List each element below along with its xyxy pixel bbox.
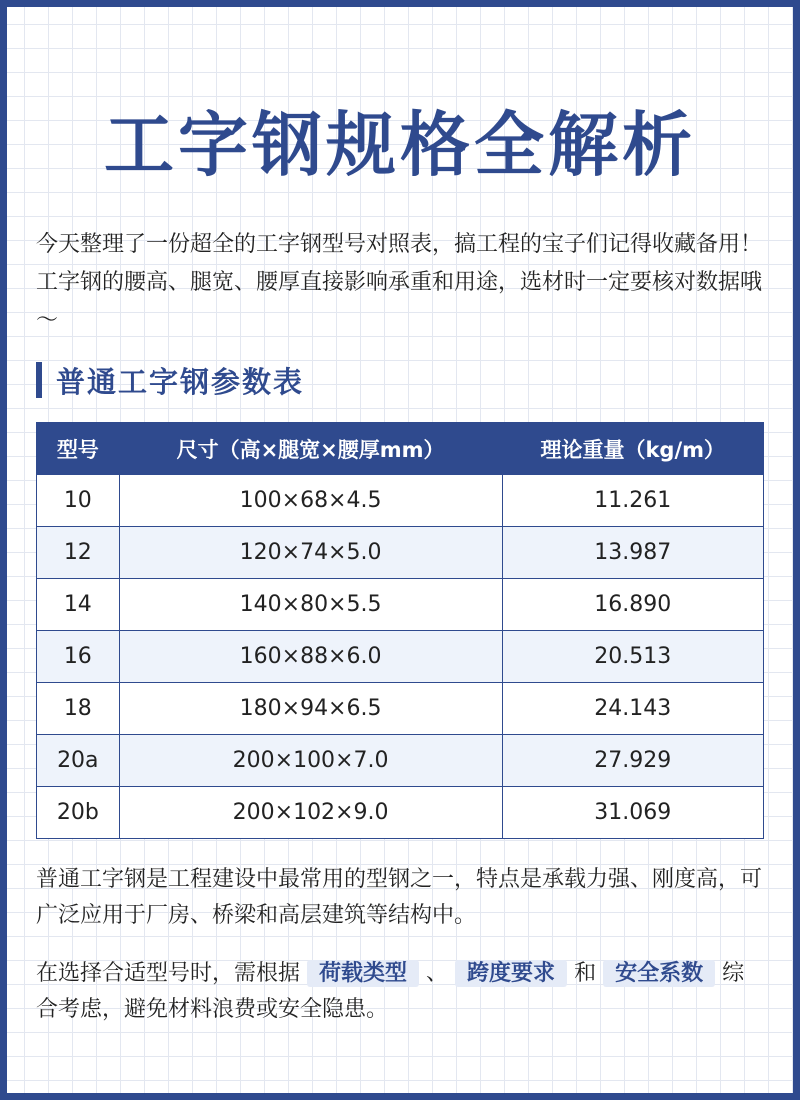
table-row	[37, 735, 764, 787]
cell-weight: 13.987	[502, 527, 764, 579]
page-title: 工字钢规格全解析	[104, 104, 696, 186]
cell-size: 120×74×5.0	[119, 527, 502, 579]
section-heading-text: 普通工字钢参数表	[56, 364, 305, 399]
cell-size: 140×80×5.5	[119, 579, 502, 631]
cell-weight: 16.890	[502, 579, 764, 631]
cell-model: 10	[37, 475, 120, 527]
cell-size: 160×88×6.0	[119, 631, 502, 683]
selection-suffix: 综合考虑，避免材料浪费或安全隐患。	[36, 961, 745, 1022]
selection-prefix: 在选择合适型号时，需根据	[36, 961, 301, 986]
cell-weight: 20.513	[502, 631, 764, 683]
spec-table	[36, 422, 764, 839]
table-row	[37, 787, 764, 839]
separator-and: 和	[574, 961, 597, 986]
highlight-safety-factor: 安全系数	[603, 960, 715, 987]
cell-model: 20b	[37, 787, 120, 839]
cell-size: 200×102×9.0	[119, 787, 502, 839]
intro-paragraph: 今天整理了一份超全的工字钢型号对照表，搞工程的宝子们记得收藏备用！工字钢的腰高、腿宽、腰厚直接影响承重和用途，选材时一定要核对数据哦～	[36, 232, 763, 333]
header-size: 尺寸（高×腿宽×腰厚mm）	[119, 423, 502, 475]
description-paragraph: 普通工字钢是工程建设中最常用的型钢之一，特点是承载力强、刚度高，可广泛应用于厂房、桥梁和高层建筑等结构中。	[36, 867, 763, 928]
cell-weight: 31.069	[502, 787, 764, 839]
header-weight: 理论重量（kg/m）	[502, 423, 764, 475]
cell-weight: 24.143	[502, 683, 764, 735]
cell-model: 12	[37, 527, 120, 579]
cell-size: 180×94×6.5	[119, 683, 502, 735]
separator-comma: 、	[426, 961, 449, 986]
section-heading	[36, 358, 304, 402]
table-header-row	[37, 423, 764, 475]
table-row	[37, 475, 764, 527]
cell-model: 16	[37, 631, 120, 683]
highlight-load-type: 荷载类型	[307, 960, 419, 987]
table-row	[37, 683, 764, 735]
selection-paragraph	[36, 956, 766, 1028]
table-row	[37, 527, 764, 579]
highlight-span-requirement: 跨度要求	[455, 960, 567, 987]
table-row	[37, 579, 764, 631]
cell-model: 14	[37, 579, 120, 631]
cell-size: 100×68×4.5	[119, 475, 502, 527]
header-model: 型号	[37, 423, 120, 475]
cell-model: 20a	[37, 735, 120, 787]
cell-weight: 27.929	[502, 735, 764, 787]
cell-weight: 11.261	[502, 475, 764, 527]
cell-size: 200×100×7.0	[119, 735, 502, 787]
table-row	[37, 631, 764, 683]
section-accent-bar	[36, 362, 42, 398]
cell-model: 18	[37, 683, 120, 735]
